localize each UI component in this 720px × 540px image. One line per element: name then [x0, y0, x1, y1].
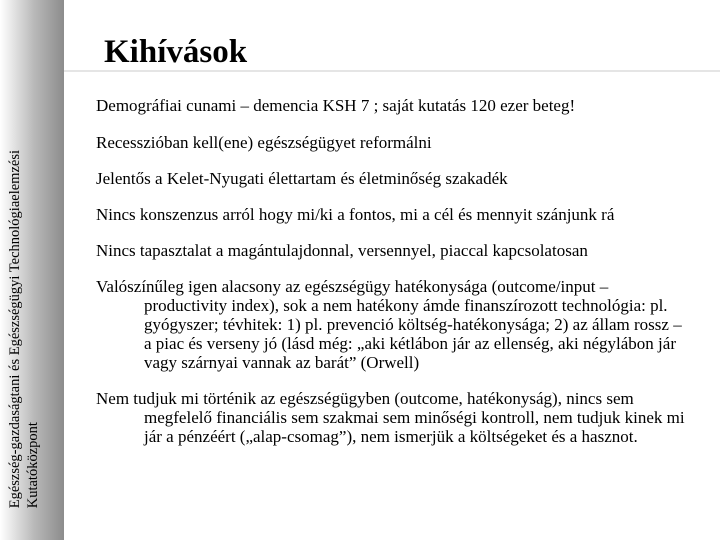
bullet-list [96, 96, 686, 465]
bullet-item: Recesszióban kell(ene) egészségügyet reformálni [96, 133, 432, 152]
bullet-item: Demográfiai cunami – demencia KSH 7 ; saját kutatás 120 ezer beteg! [96, 96, 576, 115]
bullet-item: Jelentős a Kelet-Nyugati élettartam és életminőség szakadék [96, 169, 508, 188]
bullet-item: Nincs konszenzus arról hogy mi/ki a fontos, mi a cél és mennyit szánjunk rá [96, 205, 615, 224]
bullet-item: Nincs tapasztalat a magántulajdonnal, versennyel, piaccal kapcsolatosan [96, 241, 588, 260]
sidebar-line-1: Egészség-gazdaságtani és Egészségügyi Technológiaelemzési [7, 149, 23, 508]
bullet-item: Valószínűleg igen alacsony az egészségügy hatékonysága (outcome/input – productivity index), sok a nem hatékony ámde finanszírozott technológia: pl. gyógyszer; tévhitek: 1) pl. prevenció költség-hatékonysága; 2) az állam rossz – a piac és verseny jó (lásd még: „aki kétlábon jár az ellenség, aki négylábon jár vagy szárnyai vannak az barát” (Orwell) [96, 277, 682, 372]
sidebar-band [0, 0, 64, 540]
title-divider [64, 70, 720, 72]
slide-title: Kihívások [104, 34, 248, 70]
bullet-item: Nem tudjuk mi történik az egészségügyben (outcome, hatékonyság), nincs sem megfelelő financiális sem szakmai sem minőségi kontroll, nem tudjuk kinek mi jár a pénzéért („alap-csomag”), nem ismerjük a költségeket és a hasznot. [96, 389, 685, 446]
sidebar-organization-name [6, 150, 42, 508]
sidebar-line-2: Kutatóközpont [25, 421, 41, 508]
